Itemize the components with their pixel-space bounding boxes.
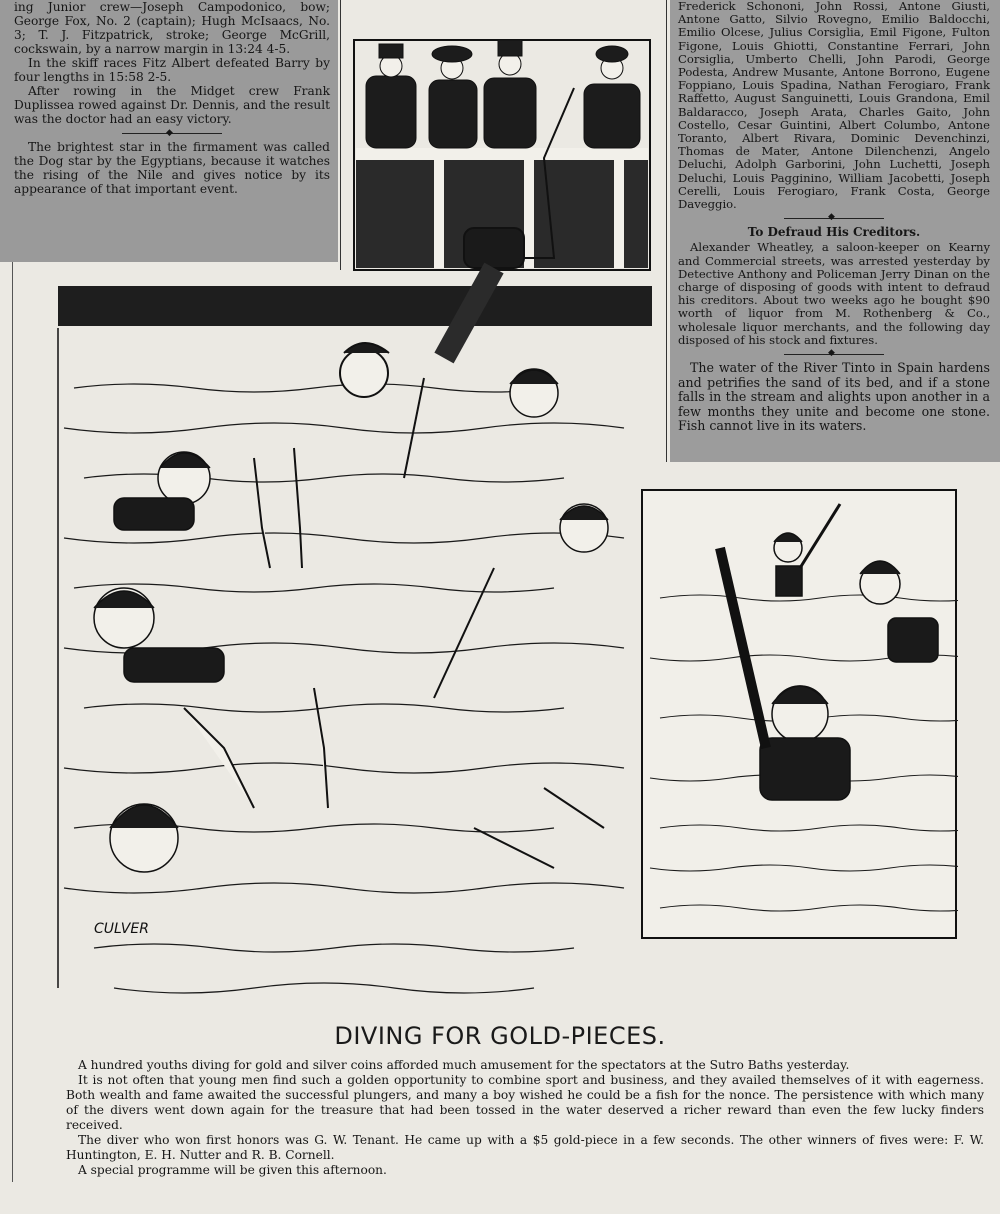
right-column-text [670,0,1000,462]
midget-crew-paragraph: After rowing in the Midget crew Frank Duplissea rowed against Dr. Dennis, and the result was the doctor had an easy victory. [14,84,330,126]
artist-signature: CULVER [94,921,149,937]
diving-platform [58,286,652,326]
caption-paragraph: It is not often that young men find such a golden opportunity to combine sport and business, and they availed themselves of it with eagerness. Both wealth and fame awaited the successful plungers, and many a boy wished he could be a fish for the nonce. The persistence with which many of the divers went down again for the treasure that had been tossed in the water deserved a richer reward than even the few lucky finders received. [66,1073,984,1132]
illustration-caption [66,1058,984,1178]
water-ripples [64,384,624,993]
inset-illustration [640,488,958,940]
article-body: Alexander Wheatley, a saloon-keeper on Kearny and Commercial streets, was arrested yesterday by Detective Anthony and Policeman Jerry Dinan on the charge of disposing of goods with intent to defraud his creditors. About two weeks ago he bought $90 worth of liquor from M. Rothenberg & Co., wholesale liquor merchants, and the following day disposed of his stock and fixtures. [678,240,990,347]
rowing-results-paragraph: ing Junior crew—Joseph Campodonico, bow; George Fox, No. 2 (captain); Hugh McIsaacs, No. 3; T. J. Fitzpatrick, stroke; George McGrill, cockswain, by a narrow margin in 13:24 4-5. [14,0,330,56]
spectators [366,40,640,148]
swimmers [94,369,608,872]
names-list-paragraph: Frederick Schononi, John Rossi, Antone Giusti, Antone Gatto, Silvio Rovegno, Emilio Baldocchi, Emilio Olcese, Julius Corsiglia, Emil Figone, Fulton Figone, Louis Ghiotti, Constantine Ferrari, John Corsiglia, Umberto Chelli, John Parodi, George Podesta, Andrew Musante, Antone Borrono, Eugene Foppiano, Louis Spadina, Nathan Ferogiaro, Frank Raffetto, August Sanguinetti, Louis Grandona, Emil Baldaracco, Joseph Arata, Charles Gaito, John Costello, Cesar Guintini, Albert Columbo, Antone Toranto, Albert Rivara, Dominic Devenchinzi, Thomas de Mater, Antone Dilenchenzi, Angelo Deluchi, Adolph Garborini, John Luchetti, Joseph Deluchi, Louis Pagginino, William Jacobetti, Joseph Cerelli, Louis Ferogiaro, Frank Costa, George Daveggio. [678,0,990,212]
river-tinto-paragraph: The water of the River Tinto in Spain hardens and petrifies the sand of its bed, and if a stone falls in the stream and alights upon another in a few months they unite and become one stone. Fish cannot live in its waters. [678,360,990,434]
diving-legs [184,448,604,868]
dog-star-paragraph: The brightest star in the firmament was called the Dog star by the Egyptians, because it watches the rising of the Nile and gives notice by its appearance of that important event. [14,140,330,196]
illustration-title: DIVING FOR GOLD-PIECES. [334,1022,666,1050]
caption-paragraph: A special programme will be given this afternoon. [78,1163,387,1177]
section-divider [678,350,990,358]
section-divider [678,214,990,222]
article-headline: To Defraud His Creditors. [747,225,921,240]
skiff-race-paragraph: In the skiff races Fitz Albert defeated Barry by four lengths in 15:58 2-5. [14,56,330,84]
diving-illustration [54,28,652,1028]
column-rule [666,0,667,462]
caption-paragraph: The diver who won first honors was G. W. Tenant. He came up with a $5 gold-piece in a few seconds. The other winners of fives were: F. W. Huntington, E. H. Nutter and R. B. Cornell. [66,1133,984,1162]
caption-paragraph: A hundred youths diving for gold and silver coins afforded much amusement for the spectators at the Sutro Baths yesterday. [78,1058,850,1072]
